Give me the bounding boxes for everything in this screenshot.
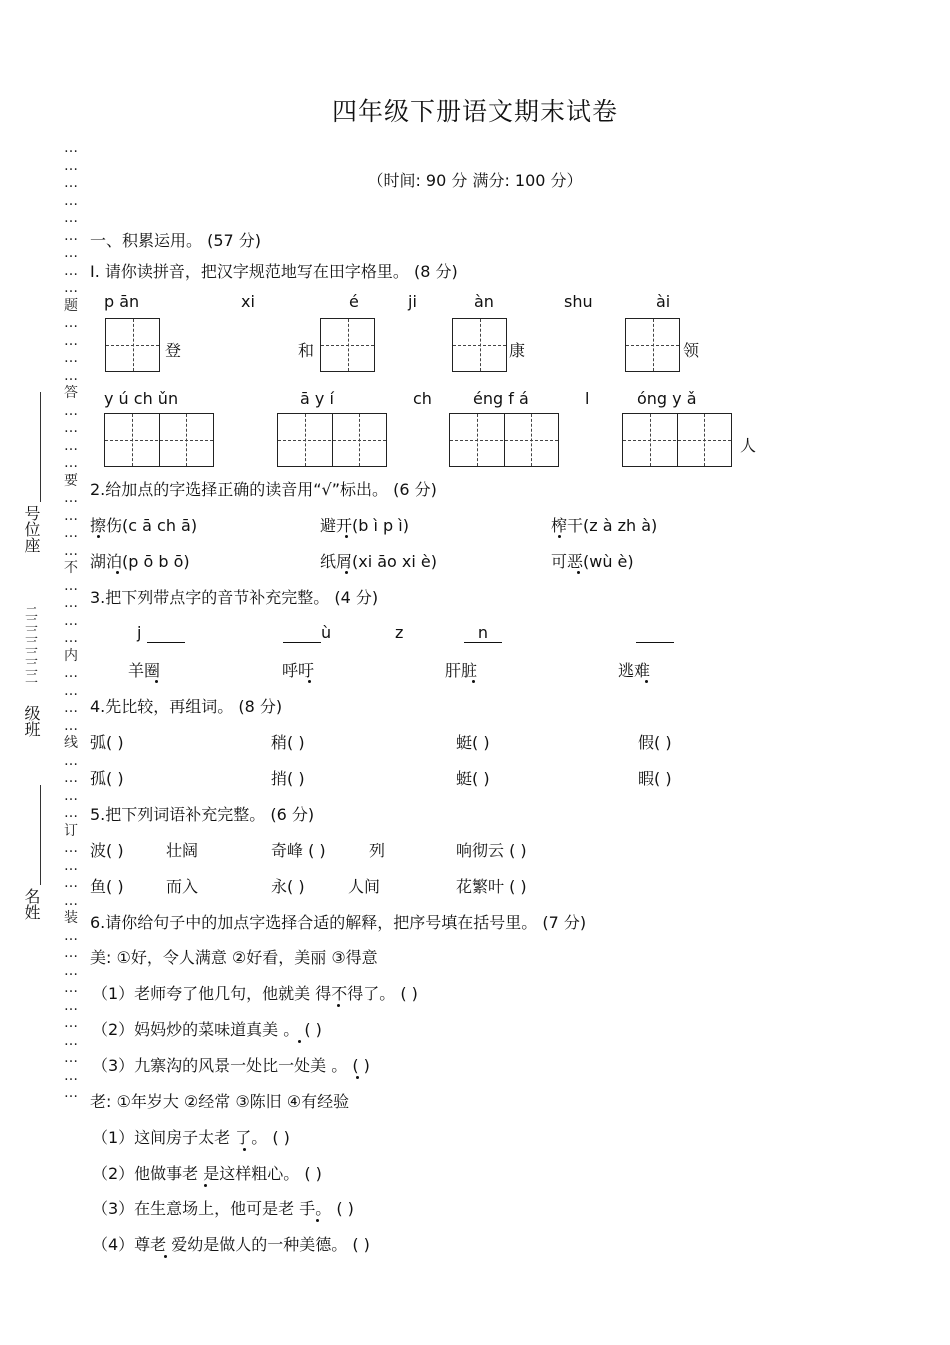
idiom-part: 人间 bbox=[348, 877, 381, 896]
pinyin: ji bbox=[408, 292, 417, 311]
seal-char: 内 bbox=[64, 647, 78, 664]
given-char: 人 bbox=[740, 436, 757, 455]
pinyin: é bbox=[349, 292, 359, 311]
emphasis-dot bbox=[164, 1255, 167, 1258]
sentence-item[interactable]: （1）老师夸了他几句，他就美 得不得了。 ( ) bbox=[92, 984, 418, 1003]
emphasis-dot bbox=[472, 680, 475, 683]
emphasis-dot bbox=[345, 535, 348, 538]
sentence-item[interactable]: （3）在生意场上，他可是老 手。 ( ) bbox=[92, 1199, 354, 1218]
syllable: z bbox=[395, 623, 404, 642]
syllable-item[interactable] bbox=[464, 623, 502, 643]
syllable: ù bbox=[321, 623, 332, 642]
seal-char: 装 bbox=[64, 910, 78, 926]
compare-item[interactable]: 弧( ) bbox=[90, 733, 124, 752]
writing-grid[interactable] bbox=[625, 318, 680, 372]
question-2-heading: 2.给加点的字选择正确的读音用“√”标出。 (6 分) bbox=[90, 480, 437, 499]
seal-char: 要 bbox=[64, 472, 78, 489]
word: 逃难 bbox=[618, 661, 651, 680]
seal-char: 答 bbox=[64, 385, 78, 401]
word: 肝脏 bbox=[445, 661, 478, 680]
pinyin: y ú ch ǔn bbox=[104, 389, 179, 408]
margin-rule bbox=[40, 785, 41, 885]
seal-char: 不 bbox=[64, 560, 78, 576]
sentence-item[interactable]: （2）妈妈炒的菜味道真美 。 ( ) bbox=[92, 1020, 322, 1039]
writing-grid-double[interactable] bbox=[104, 413, 214, 467]
pinyin: shu bbox=[564, 292, 593, 311]
question-6-heading: 6.请你给句子中的加点字选择合适的解释，把序号填在括号里。 (7 分) bbox=[90, 913, 587, 932]
answer-blank[interactable] bbox=[464, 623, 502, 643]
exam-info: （时间: 90 分 满分: 100 分） bbox=[367, 171, 583, 190]
question-4-heading: 4.先比较，再组词。 (8 分) bbox=[90, 697, 283, 716]
reading-choice[interactable]: 擦伤(c ā ch ā) bbox=[90, 516, 198, 535]
syllable-item[interactable] bbox=[395, 623, 403, 642]
writing-grid[interactable] bbox=[320, 318, 375, 372]
definition-list: 老: ①年岁大 ②经常 ③陈旧 ④有经验 bbox=[90, 1092, 350, 1111]
definition-list: 美: ①好，令人满意 ②好看，美丽 ③得意 bbox=[90, 948, 378, 967]
syllable-item[interactable] bbox=[636, 623, 674, 643]
emphasis-dot bbox=[356, 1076, 359, 1079]
emphasis-dot bbox=[558, 535, 561, 538]
syllable-item[interactable] bbox=[137, 623, 185, 643]
question-5-heading: 5.把下列词语补充完整。 (6 分) bbox=[90, 805, 315, 824]
emphasis-dot bbox=[645, 680, 648, 683]
idiom-blank[interactable]: 永( ) bbox=[271, 877, 305, 896]
compare-item[interactable]: 稍( ) bbox=[271, 733, 305, 752]
reading-choice[interactable]: 可恶(wù è) bbox=[551, 552, 634, 571]
syllable: n bbox=[477, 623, 489, 642]
idiom-part: 壮阔 bbox=[166, 841, 199, 860]
sentence-item[interactable]: （1）这间房子太老 了。 ( ) bbox=[92, 1128, 290, 1147]
emphasis-dot bbox=[116, 571, 119, 574]
writing-grid-double[interactable] bbox=[622, 413, 732, 467]
pinyin: ch bbox=[413, 389, 432, 408]
idiom-part: 列 bbox=[369, 841, 386, 860]
compare-item[interactable]: 假( ) bbox=[638, 733, 672, 752]
pinyin: l bbox=[585, 389, 590, 408]
seat-number-field: 号位座 bbox=[22, 505, 41, 553]
emphasis-dot bbox=[298, 1040, 301, 1043]
emphasis-dot bbox=[243, 1148, 246, 1151]
compare-item[interactable]: 蜓( ) bbox=[456, 769, 490, 788]
given-char: 康 bbox=[509, 341, 526, 360]
emphasis-dot bbox=[204, 1184, 207, 1187]
margin-rule bbox=[40, 392, 41, 502]
name-field: 名姓 bbox=[22, 888, 41, 920]
word: 羊圈 bbox=[128, 661, 161, 680]
seal-dotted-line: … … … … … … … … … 题 … … … … 答 … … … … 要 … … … … 不 … … … … 内 … … … … 线 … … … … 订 … … … … 装 … … … … … … … … … … bbox=[64, 140, 78, 1101]
writing-grid[interactable] bbox=[105, 318, 160, 372]
idiom-blank[interactable]: 鱼( ) bbox=[90, 877, 124, 896]
word: 呼吁 bbox=[282, 661, 315, 680]
writing-grid[interactable] bbox=[452, 318, 507, 372]
idiom-blank[interactable]: 响彻云 ( ) bbox=[456, 841, 527, 860]
writing-grid-double[interactable] bbox=[449, 413, 559, 467]
given-char: 登 bbox=[165, 341, 182, 360]
compare-item[interactable]: 捎( ) bbox=[271, 769, 305, 788]
reading-choice[interactable]: 榨干(z à zh à) bbox=[551, 516, 658, 535]
emphasis-dot bbox=[337, 1004, 340, 1007]
answer-blank[interactable] bbox=[283, 623, 321, 643]
compare-item[interactable]: 孤( ) bbox=[90, 769, 124, 788]
writing-grid-double[interactable] bbox=[277, 413, 387, 467]
pinyin: óng y ǎ bbox=[637, 389, 697, 408]
given-char: 和 bbox=[298, 341, 315, 360]
sentence-item[interactable]: （4）尊老 爱幼是做人的一种美德。 ( ) bbox=[92, 1235, 370, 1254]
answer-blank[interactable] bbox=[147, 623, 185, 643]
sentence-item[interactable]: （3）九寨沟的风景一处比一处美 。 ( ) bbox=[92, 1056, 370, 1075]
pinyin: xi bbox=[241, 292, 255, 311]
idiom-part: 而入 bbox=[166, 877, 199, 896]
pinyin: ā y í bbox=[300, 389, 334, 408]
emphasis-dot bbox=[345, 571, 348, 574]
question-3-heading: 3.把下列带点字的音节补充完整。 (4 分) bbox=[90, 588, 379, 607]
seal-char: 订 bbox=[64, 822, 78, 839]
answer-blank[interactable] bbox=[636, 623, 674, 643]
given-char: 领 bbox=[683, 341, 700, 360]
pinyin: àn bbox=[474, 292, 494, 311]
idiom-blank[interactable]: 花繁叶 ( ) bbox=[456, 877, 527, 896]
reading-choice[interactable]: 湖泊(p ō b ō) bbox=[90, 552, 190, 571]
emphasis-dot bbox=[308, 680, 311, 683]
emphasis-dot bbox=[316, 1219, 319, 1222]
seal-char: 题 bbox=[64, 297, 78, 314]
reading-choice[interactable]: 纸屑(xi āo xi è) bbox=[320, 552, 438, 571]
sentence-item[interactable]: （2）他做事老 是这样粗心。 ( ) bbox=[92, 1164, 322, 1183]
pinyin: ài bbox=[656, 292, 671, 311]
compare-item[interactable]: 暇( ) bbox=[638, 769, 672, 788]
page-title: 四年级下册语文期末试卷 bbox=[331, 97, 618, 126]
compare-item[interactable]: 蜓( ) bbox=[456, 733, 490, 752]
idiom-blank[interactable]: 波( ) bbox=[90, 841, 124, 860]
class-field: 级班 bbox=[22, 705, 41, 737]
reading-choice[interactable]: 避开(b ì p ì) bbox=[320, 516, 409, 535]
emphasis-dot bbox=[97, 535, 100, 538]
idiom-blank[interactable]: 奇峰 ( ) bbox=[271, 841, 326, 860]
pinyin: p ān bbox=[104, 292, 140, 311]
question-1-heading: I. 请你读拼音，把汉字规范地写在田字格里。 (8 分) bbox=[90, 262, 458, 281]
emphasis-dot bbox=[577, 571, 580, 574]
syllable: j bbox=[137, 623, 142, 642]
seal-char: 线 bbox=[64, 735, 78, 751]
fill-line: 二二二二二二二 bbox=[22, 605, 37, 682]
pinyin: éng f á bbox=[473, 389, 529, 408]
emphasis-dot bbox=[155, 680, 158, 683]
syllable-item[interactable] bbox=[283, 623, 331, 643]
section-heading: 一、积累运用。 (57 分) bbox=[90, 231, 262, 250]
